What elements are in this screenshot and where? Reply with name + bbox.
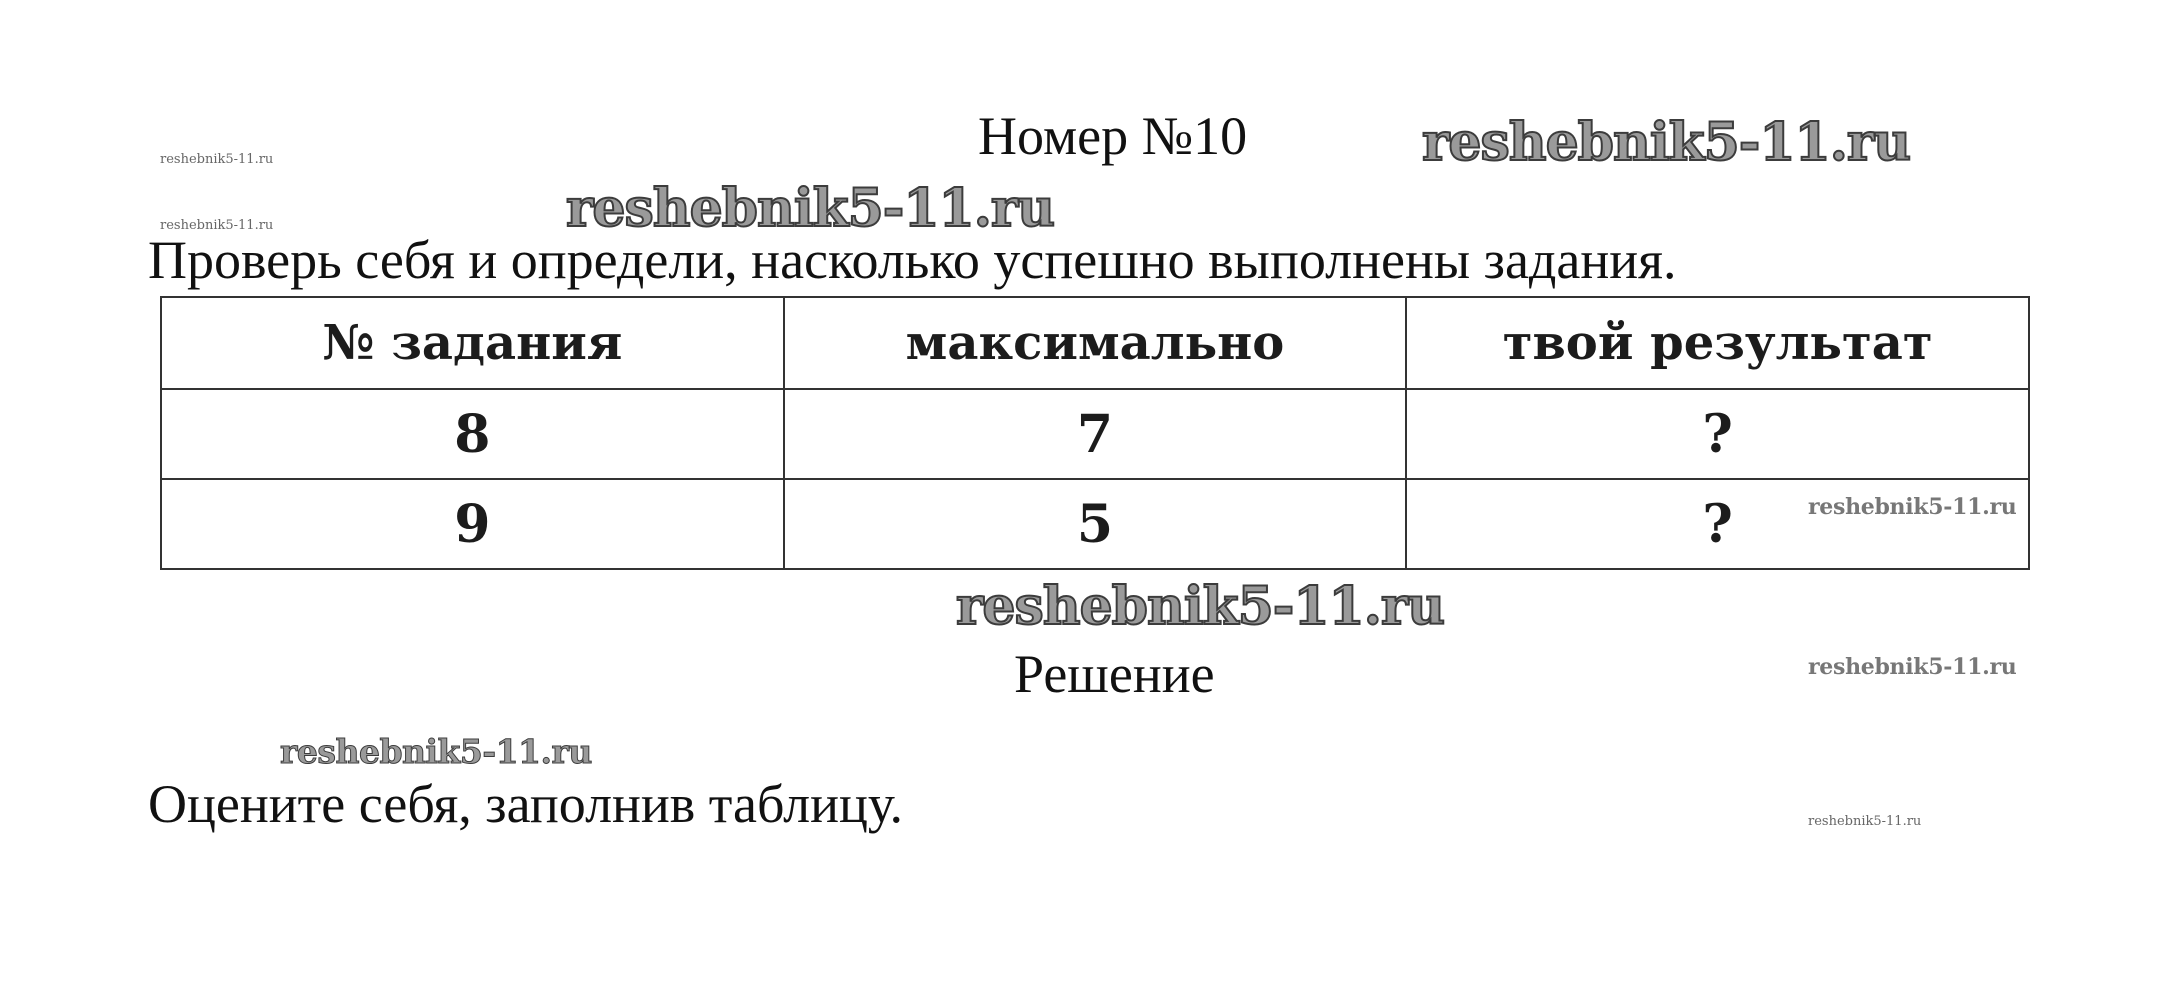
watermark: reshebnik5-11.ru [1422,112,1911,173]
cell-task-number: 9 [161,479,784,569]
cell-task-number: 8 [161,389,784,479]
column-header-your-result: твой результат [1406,297,2029,389]
solution-title: Решение [1014,644,1215,704]
cell-your-result: ? [1406,389,2029,479]
watermark: reshebnik5-11.ru [566,178,1055,239]
watermark: reshebnik5-11.ru [956,576,1445,637]
page-title: Номер №10 [978,106,1248,166]
column-header-maximum: максимально [784,297,1407,389]
cell-your-result: ? [1406,479,2029,569]
watermark: reshebnik5-11.ru [280,732,592,771]
watermark: reshebnik5-11.ru [160,152,274,167]
instruction-text: Проверь себя и определи, насколько успешно выполнены задания. [148,230,1677,290]
solution-text: Оцените себя, заполнив таблицу. [148,774,903,834]
watermark: reshebnik5-11.ru [1808,654,2017,680]
table-row [161,389,2029,479]
table-row [161,479,2029,569]
column-header-task-number: № задания [161,297,784,389]
table-header-row [161,297,2029,389]
cell-maximum: 7 [784,389,1407,479]
watermark: reshebnik5-11.ru [160,218,274,233]
watermark: reshebnik5-11.ru [1808,814,1922,829]
watermark: reshebnik5-11.ru [1808,494,2017,520]
results-table [160,296,2030,570]
cell-maximum: 5 [784,479,1407,569]
